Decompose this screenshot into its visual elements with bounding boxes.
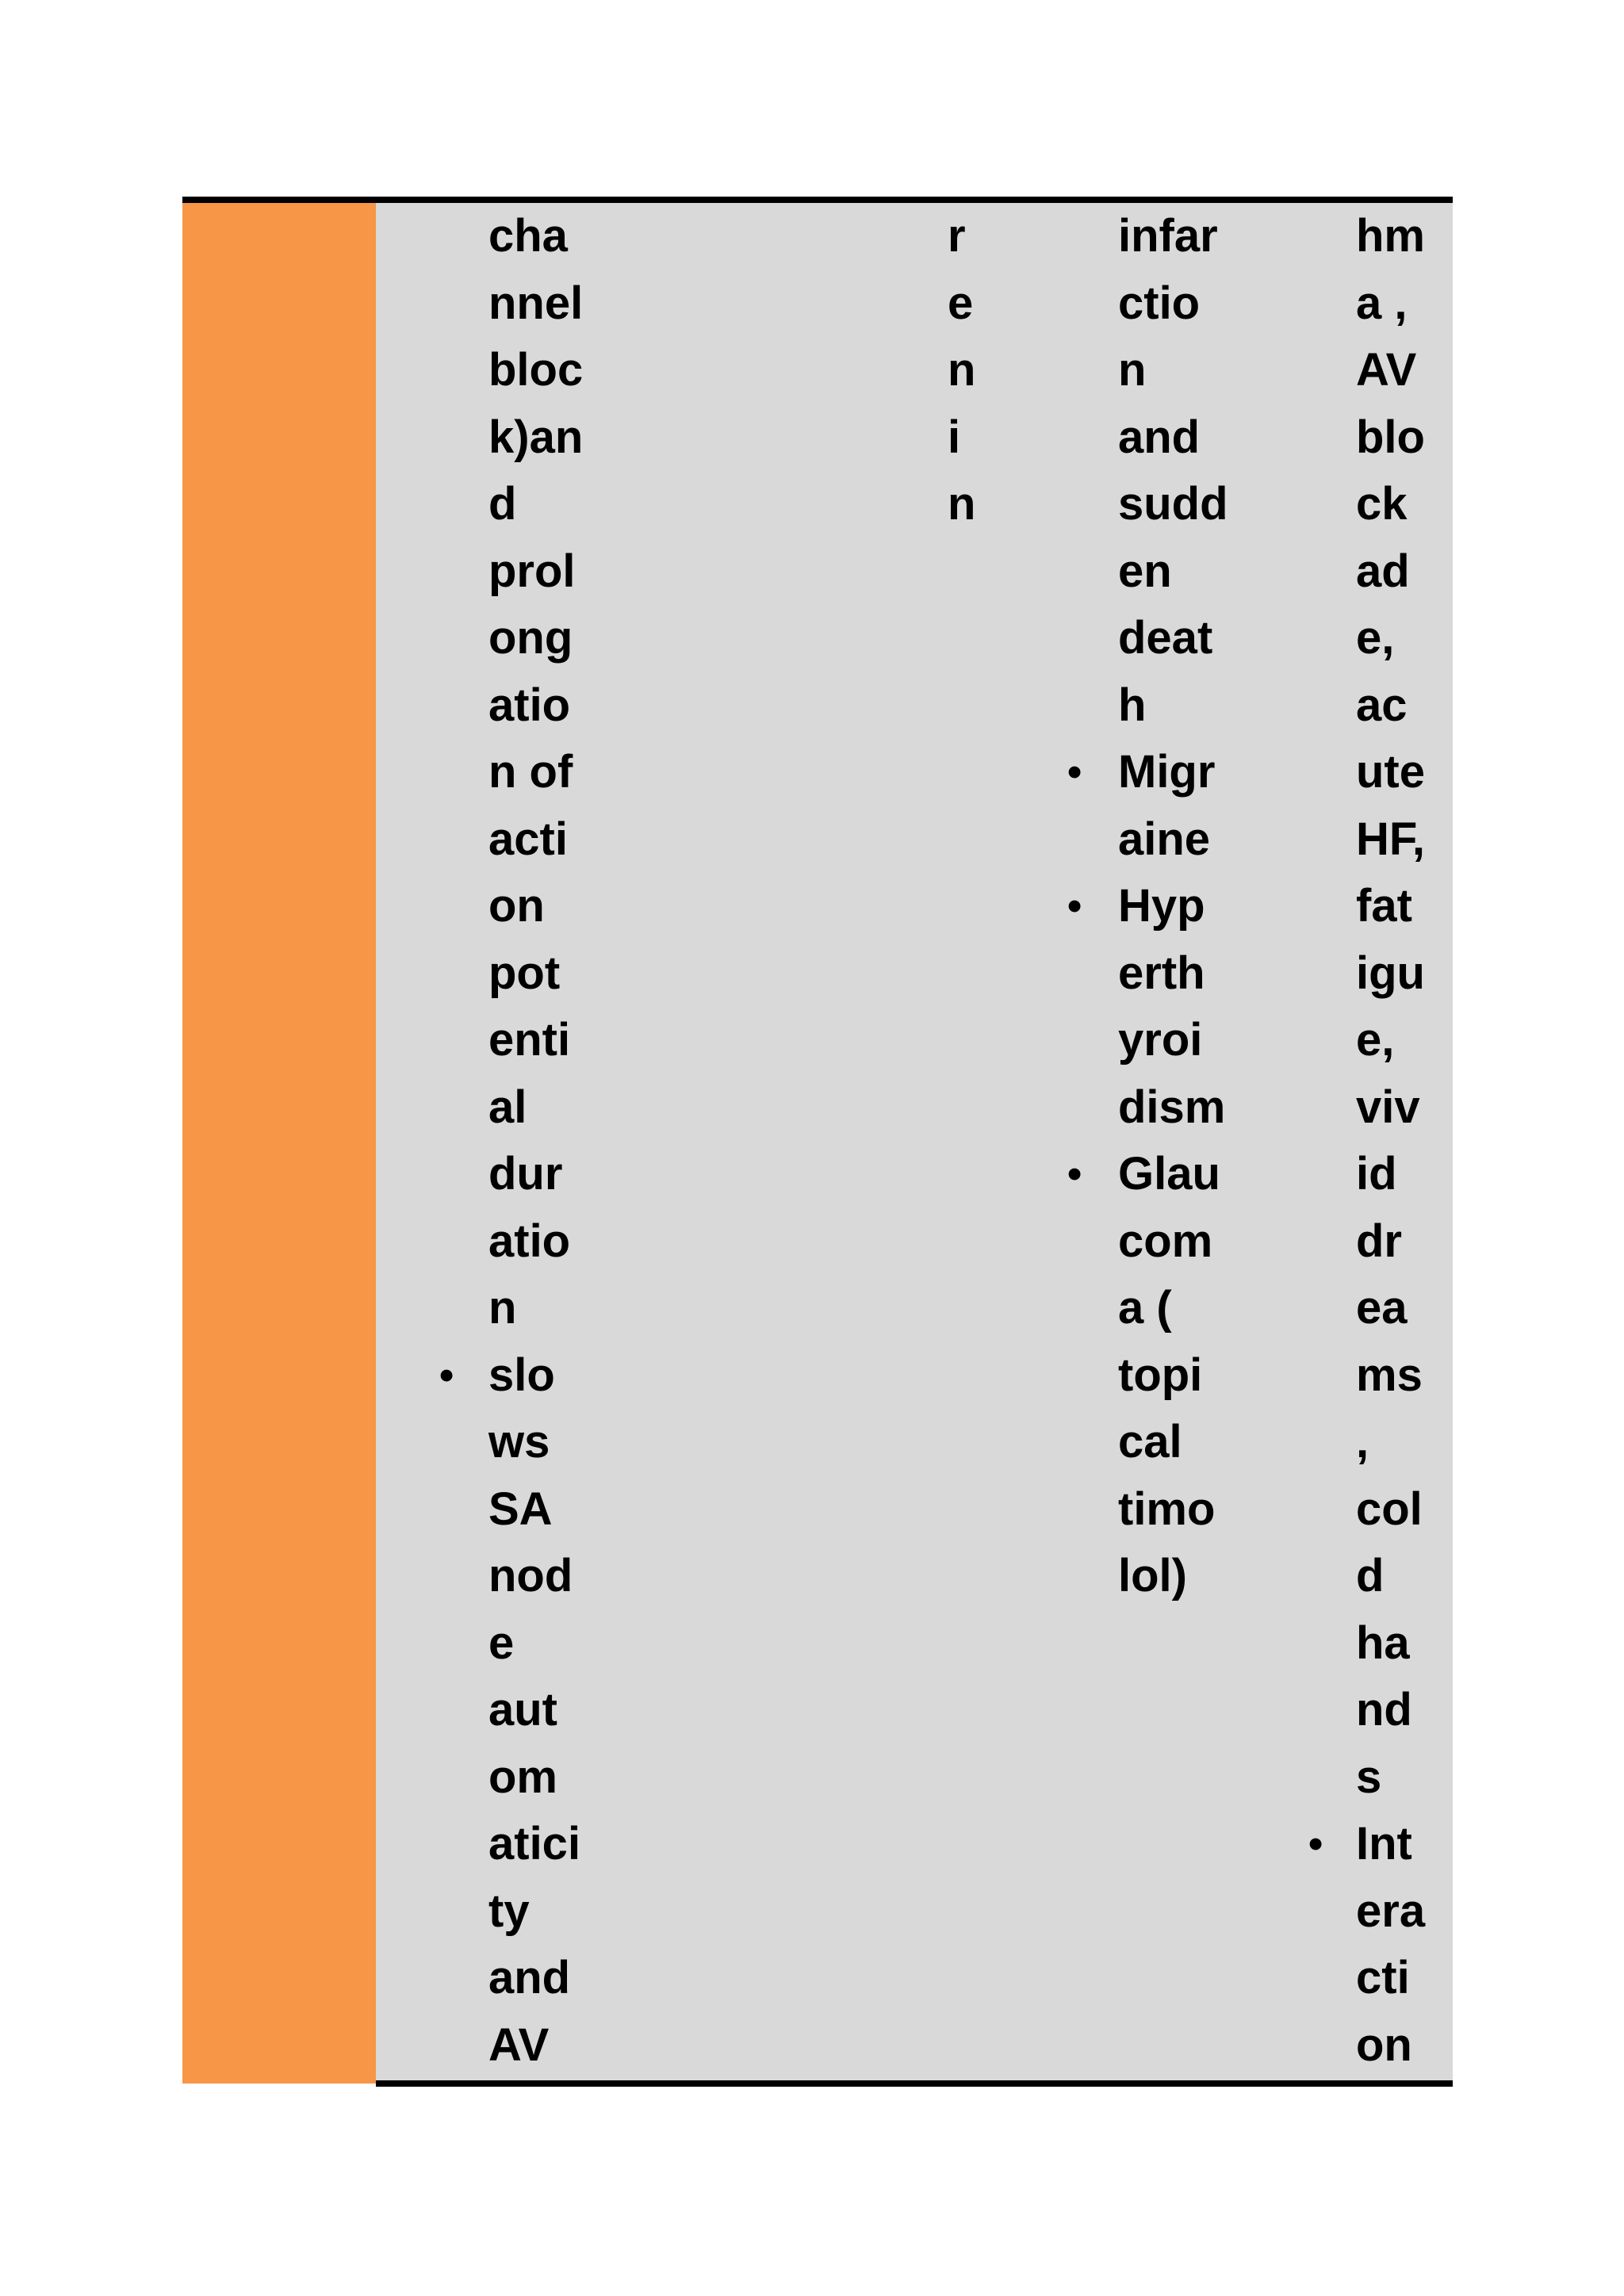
table-bottom-border	[376, 2080, 1453, 2087]
cell-text: atio	[488, 1215, 571, 1267]
cell-text-line	[488, 337, 583, 404]
cell-text-line	[1356, 1543, 1425, 1610]
bullet-icon: •	[1067, 749, 1082, 795]
cell-text: infar	[1118, 210, 1218, 262]
cell-text-line	[1118, 605, 1228, 672]
cell-text-line	[1356, 605, 1425, 672]
cell-text-line	[1118, 471, 1228, 538]
cell-text: dur	[488, 1148, 563, 1200]
cell-text-line	[1356, 1476, 1425, 1544]
cell-text-line	[1356, 1074, 1425, 1142]
cell-text-line	[1356, 873, 1425, 940]
cell-text-line	[1067, 1141, 1228, 1208]
mechanism-column	[439, 203, 584, 2079]
cell-text: n	[948, 344, 976, 396]
cell-text-line	[948, 270, 975, 338]
adverse-effects-column	[1308, 203, 1426, 2079]
cell-text-line	[1356, 940, 1425, 1008]
cell-text: cti	[1356, 1952, 1410, 2003]
cell-text: HF,	[1356, 813, 1425, 865]
cell-text-line	[1356, 1141, 1425, 1208]
cell-text: on	[1356, 2019, 1412, 2071]
cell-text: ms	[1356, 1349, 1423, 1401]
cell-text: com	[1118, 1215, 1213, 1267]
cell-text-line	[488, 1811, 583, 1878]
cell-text: n	[1118, 344, 1147, 396]
cell-text-line	[1118, 1007, 1228, 1074]
cell-text: lol)	[1118, 1550, 1187, 1601]
cell-text-line	[488, 1208, 583, 1276]
cell-text-line	[488, 1610, 583, 1678]
cell-text: and	[488, 1952, 571, 2003]
cell-text-line	[1118, 404, 1228, 472]
cell-text: ,	[1356, 1416, 1369, 1468]
cell-text: blo	[1356, 411, 1425, 463]
cell-text: Glau	[1118, 1148, 1220, 1200]
cell-text-line	[1118, 1275, 1228, 1342]
bullet-icon: •	[1067, 883, 1082, 929]
cell-text: nnel	[488, 277, 584, 329]
cell-text: e,	[1356, 612, 1395, 664]
cell-text: a ,	[1356, 277, 1408, 329]
cell-text-line	[488, 672, 583, 740]
cell-text: h	[1118, 679, 1147, 731]
cell-text: and	[1118, 411, 1201, 463]
cell-text: cha	[488, 210, 568, 262]
cell-text-line	[1356, 1007, 1425, 1074]
cell-text-line	[948, 471, 975, 538]
cell-text: acti	[488, 813, 568, 865]
cell-text: d	[488, 478, 517, 530]
cell-text-line	[1356, 404, 1425, 472]
cell-text-line	[439, 1342, 583, 1410]
cell-text-line	[1118, 672, 1228, 740]
cell-text: atici	[488, 1818, 581, 1869]
cell-text-line	[1356, 672, 1425, 740]
cell-text-line	[488, 1141, 583, 1208]
cell-text: id	[1356, 1148, 1397, 1200]
cell-text: cal	[1118, 1416, 1182, 1468]
cell-text-line	[1067, 739, 1228, 806]
cell-text: nd	[1356, 1684, 1412, 1735]
cell-text-line	[1118, 203, 1228, 270]
cell-text-line	[488, 605, 583, 672]
cell-text-line	[1356, 1677, 1425, 1744]
cell-text-line	[1067, 873, 1228, 940]
cell-text-line	[1356, 1208, 1425, 1276]
cell-text: n of	[488, 746, 573, 798]
cell-text: Migr	[1118, 746, 1216, 798]
cell-text-line	[1356, 471, 1425, 538]
cell-text: Hyp	[1118, 880, 1205, 932]
cell-text-line	[1356, 1275, 1425, 1342]
cell-text: al	[488, 1081, 527, 1133]
uses-column	[1067, 203, 1228, 1610]
cell-text-line	[488, 538, 583, 606]
cell-text: e	[948, 277, 974, 329]
cell-text: topi	[1118, 1349, 1203, 1401]
cell-text: ck	[1356, 478, 1408, 530]
cell-text-line	[1356, 1342, 1425, 1410]
cell-text-line	[1356, 2012, 1425, 2080]
cell-text-line	[1356, 1409, 1425, 1476]
cell-text: i	[948, 411, 961, 463]
row-header-cell	[182, 203, 376, 2084]
cell-text-line	[1118, 1342, 1228, 1410]
cell-text-line	[488, 1744, 583, 1812]
cell-text: n	[948, 478, 976, 530]
cell-text-line	[1118, 1543, 1228, 1610]
cell-text-line	[488, 1677, 583, 1744]
cell-text: AV	[1356, 344, 1417, 396]
cell-text-line	[1356, 203, 1425, 270]
cell-text: erth	[1118, 947, 1205, 999]
cell-text: nod	[488, 1550, 573, 1601]
cell-text-line	[488, 1878, 583, 1946]
cell-text-line	[1118, 1208, 1228, 1276]
cell-text: ad	[1356, 545, 1410, 597]
cell-text-line	[1118, 1074, 1228, 1142]
cell-text: prol	[488, 545, 576, 597]
cell-text: on	[488, 880, 545, 932]
cell-text: r	[948, 210, 966, 262]
cell-text-line	[1356, 337, 1425, 404]
cell-text: deat	[1118, 612, 1213, 664]
cell-text-line	[1118, 270, 1228, 338]
cell-text-line	[1118, 806, 1228, 874]
cell-text: e	[488, 1617, 515, 1669]
cell-text: slo	[488, 1349, 555, 1401]
table-top-border	[182, 197, 1453, 203]
cell-text: ong	[488, 612, 573, 664]
cell-text: Int	[1356, 1818, 1412, 1869]
cell-text: a (	[1118, 1282, 1172, 1334]
cell-text: col	[1356, 1483, 1423, 1535]
cell-text-line	[1118, 337, 1228, 404]
cell-text: viv	[1356, 1081, 1420, 1133]
cell-text-line	[488, 806, 583, 874]
cell-text: ea	[1356, 1282, 1408, 1334]
cell-text: pot	[488, 947, 561, 999]
cell-text: yroi	[1118, 1014, 1203, 1066]
cell-text-line	[488, 1007, 583, 1074]
cell-text: ws	[488, 1416, 550, 1468]
cell-text: n	[488, 1282, 517, 1334]
cell-text-line	[488, 203, 583, 270]
cell-text-line	[1118, 1409, 1228, 1476]
cell-text-line	[488, 940, 583, 1008]
cell-text-line	[488, 739, 583, 806]
cell-text-line	[1356, 270, 1425, 338]
cell-text: dism	[1118, 1081, 1226, 1133]
cell-text: s	[1356, 1751, 1382, 1803]
effect-column	[948, 203, 975, 538]
bullet-icon: •	[1067, 1151, 1082, 1197]
cell-text-line	[1356, 1744, 1425, 1812]
cell-text-line	[488, 873, 583, 940]
cell-text: ac	[1356, 679, 1408, 731]
cell-text-line	[1356, 1878, 1425, 1946]
cell-text-line	[488, 1543, 583, 1610]
cell-text: era	[1356, 1885, 1426, 1937]
cell-text: hm	[1356, 210, 1425, 262]
bullet-icon: •	[1308, 1821, 1323, 1867]
cell-text: ty	[488, 1885, 530, 1937]
cell-text-line	[488, 270, 583, 338]
cell-text-line	[948, 337, 975, 404]
cell-text-line	[1118, 940, 1228, 1008]
cell-text: dr	[1356, 1215, 1402, 1267]
cell-text: timo	[1118, 1483, 1216, 1535]
cell-text: ute	[1356, 746, 1425, 798]
cell-text-line	[488, 1476, 583, 1544]
cell-text: ctio	[1118, 277, 1201, 329]
cell-text-line	[1308, 1811, 1425, 1878]
bullet-icon: •	[439, 1352, 454, 1399]
cell-text: enti	[488, 1014, 571, 1066]
cell-text: bloc	[488, 344, 584, 396]
cell-text: igu	[1356, 947, 1425, 999]
cell-text-line	[488, 471, 583, 538]
cell-text-line	[948, 203, 975, 270]
cell-text-line	[1356, 1945, 1425, 2012]
cell-text-line	[948, 404, 975, 472]
cell-text-line	[1356, 806, 1425, 874]
cell-text: e,	[1356, 1014, 1395, 1066]
cell-text: en	[1118, 545, 1172, 597]
cell-text-line	[1118, 538, 1228, 606]
cell-text-line	[488, 1945, 583, 2012]
cell-text-line	[488, 1275, 583, 1342]
cell-text: SA	[488, 1483, 553, 1535]
cell-text: aut	[488, 1684, 557, 1735]
cell-text-line	[1356, 538, 1425, 606]
cell-text: AV	[488, 2019, 550, 2071]
cell-text-line	[1118, 1476, 1228, 1544]
cell-text: atio	[488, 679, 571, 731]
cell-text: aine	[1118, 813, 1211, 865]
cell-text-line	[1356, 1610, 1425, 1678]
cell-text-line	[488, 1074, 583, 1142]
cell-text: k)an	[488, 411, 584, 463]
cell-text-line	[1356, 739, 1425, 806]
cell-text: sudd	[1118, 478, 1228, 530]
cell-text: fat	[1356, 880, 1412, 932]
cell-text: om	[488, 1751, 557, 1803]
cell-text: ha	[1356, 1617, 1410, 1669]
cell-text: d	[1356, 1550, 1385, 1601]
cell-text-line	[488, 1409, 583, 1476]
cell-text-line	[488, 2012, 583, 2080]
cell-text-line	[488, 404, 583, 472]
